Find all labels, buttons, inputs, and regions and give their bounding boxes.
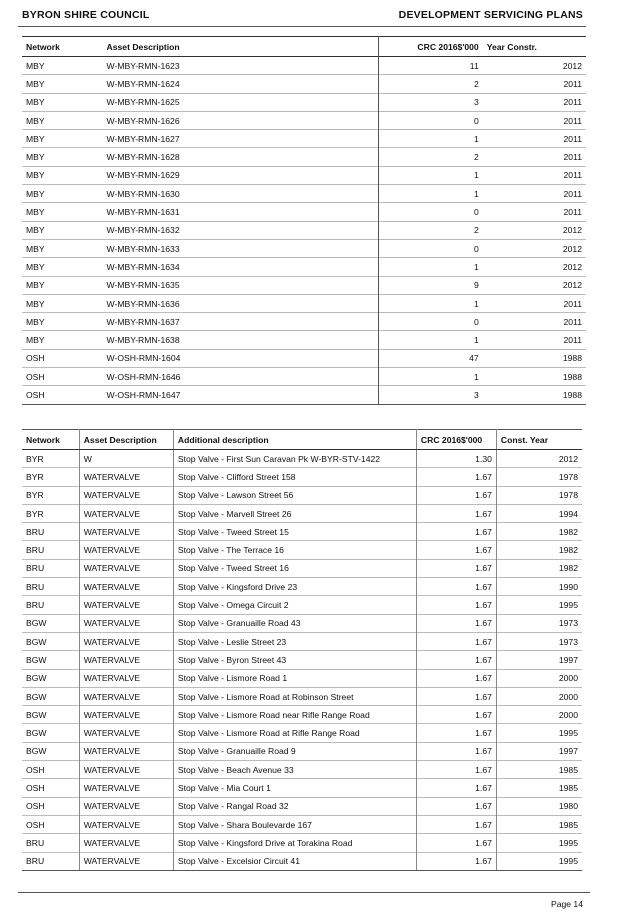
table-cell: MBY (22, 221, 103, 239)
table-cell: 1.67 (416, 578, 496, 596)
table-cell: 1995 (496, 834, 582, 852)
table-row (22, 221, 586, 239)
table-cell: W-OSH-RMN-1646 (103, 368, 379, 386)
table-cell: Stop Valve - The Terrace 16 (173, 541, 416, 559)
column-header-network: Network (22, 430, 79, 450)
table-cell: BRU (22, 541, 79, 559)
table-cell: WATERVALVE (79, 834, 173, 852)
table-cell: MBY (22, 93, 103, 111)
table-cell: BYR (22, 504, 79, 522)
table-cell: 3 (379, 93, 483, 111)
column-header-crc: CRC 2016$'000 (416, 430, 496, 450)
table-cell: 1995 (496, 724, 582, 742)
table-row (22, 761, 582, 779)
table-cell: 1.67 (416, 815, 496, 833)
table-row (22, 276, 586, 294)
table-cell: Stop Valve - Byron Street 43 (173, 651, 416, 669)
table-cell: 1.67 (416, 852, 496, 870)
table-cell: 0 (379, 313, 483, 331)
table-cell: 1997 (496, 742, 582, 760)
table-cell: W-OSH-RMN-1647 (103, 386, 379, 404)
table-cell: 2012 (496, 450, 582, 468)
table-cell: 9 (379, 276, 483, 294)
table-cell: 1980 (496, 797, 582, 815)
page-number: Page 14 (550, 899, 583, 909)
table-cell: 1.67 (416, 468, 496, 486)
table-row (22, 57, 586, 75)
table-cell: 1.67 (416, 834, 496, 852)
table-cell: 2000 (496, 669, 582, 687)
table-cell: 1.67 (416, 559, 496, 577)
table-cell: BRU (22, 852, 79, 870)
table-cell: 1 (379, 166, 483, 184)
table-header-row (22, 37, 586, 57)
table-cell: 1985 (496, 779, 582, 797)
table-cell: Stop Valve - Excelsior Circuit 41 (173, 852, 416, 870)
table-cell: BGW (22, 742, 79, 760)
table-cell: MBY (22, 57, 103, 75)
table-row (22, 504, 582, 522)
table-row (22, 559, 582, 577)
table-cell: Stop Valve - Lawson Street 56 (173, 486, 416, 504)
table-cell: W-MBY-RMN-1638 (103, 331, 379, 349)
table-row (22, 166, 586, 184)
table-cell: 1 (379, 368, 483, 386)
table-cell: 3 (379, 386, 483, 404)
table-cell: Stop Valve - Granuaille Road 9 (173, 742, 416, 760)
table-cell: 1982 (496, 541, 582, 559)
table-cell: MBY (22, 185, 103, 203)
table-cell: WATERVALVE (79, 614, 173, 632)
table-cell: 2012 (483, 239, 586, 257)
table-cell: BRU (22, 559, 79, 577)
table-row (22, 834, 582, 852)
table-cell: 1.67 (416, 486, 496, 504)
table-cell: W-MBY-RMN-1637 (103, 313, 379, 331)
water-main-asset-table (22, 36, 586, 405)
table-row (22, 239, 586, 257)
table-cell: WATERVALVE (79, 541, 173, 559)
table-cell: 2 (379, 221, 483, 239)
table-row (22, 130, 586, 148)
table-row (22, 669, 582, 687)
table-cell: Stop Valve - Kingsford Drive at Torakina Road (173, 834, 416, 852)
table-cell: MBY (22, 111, 103, 129)
table-cell: W-MBY-RMN-1634 (103, 258, 379, 276)
table-cell: MBY (22, 130, 103, 148)
table-cell: W-MBY-RMN-1628 (103, 148, 379, 166)
table-cell: 1.67 (416, 797, 496, 815)
table-cell: 1 (379, 294, 483, 312)
table-cell: 1994 (496, 504, 582, 522)
table-cell: WATERVALVE (79, 779, 173, 797)
table-cell: BYR (22, 486, 79, 504)
table-cell: WATERVALVE (79, 596, 173, 614)
table-cell: MBY (22, 75, 103, 93)
table-cell: BGW (22, 687, 79, 705)
table-cell: 47 (379, 349, 483, 367)
table-row (22, 349, 586, 367)
table-row (22, 706, 582, 724)
table-cell: 1.67 (416, 651, 496, 669)
table-cell: 1.67 (416, 504, 496, 522)
table-cell: WATERVALVE (79, 687, 173, 705)
table-cell: BGW (22, 706, 79, 724)
table-row (22, 313, 586, 331)
column-header-additional-description: Additional description (173, 430, 416, 450)
table-cell: 1.67 (416, 779, 496, 797)
table-cell: 1 (379, 331, 483, 349)
table-cell: 1978 (496, 468, 582, 486)
table-cell: 1973 (496, 632, 582, 650)
table-cell: BGW (22, 724, 79, 742)
table-cell: 11 (379, 57, 483, 75)
table-cell: MBY (22, 239, 103, 257)
table-cell: W-OSH-RMN-1604 (103, 349, 379, 367)
table-cell: BRU (22, 834, 79, 852)
table-cell: W-MBY-RMN-1632 (103, 221, 379, 239)
table-cell: WATERVALVE (79, 578, 173, 596)
table-row (22, 724, 582, 742)
table-cell: 1982 (496, 559, 582, 577)
table-cell: WATERVALVE (79, 852, 173, 870)
table-cell: 2 (379, 148, 483, 166)
table-cell: W-MBY-RMN-1633 (103, 239, 379, 257)
header-divider (18, 26, 586, 27)
table-cell: 2011 (483, 111, 586, 129)
table-cell: 1.67 (416, 761, 496, 779)
table-cell: WATERVALVE (79, 815, 173, 833)
table-cell: W-MBY-RMN-1636 (103, 294, 379, 312)
table-cell: W-MBY-RMN-1631 (103, 203, 379, 221)
table-cell: 1988 (483, 349, 586, 367)
table-cell: MBY (22, 313, 103, 331)
table-cell: WATERVALVE (79, 669, 173, 687)
table-cell: MBY (22, 148, 103, 166)
table-row (22, 632, 582, 650)
table-row (22, 386, 586, 404)
table-cell: BRU (22, 523, 79, 541)
table-cell: Stop Valve - Mia Court 1 (173, 779, 416, 797)
table-cell: 1982 (496, 523, 582, 541)
table-cell: OSH (22, 797, 79, 815)
table-cell: MBY (22, 258, 103, 276)
table-row (22, 368, 586, 386)
table-cell: 2011 (483, 166, 586, 184)
table-cell: 2011 (483, 148, 586, 166)
table-cell: 1.67 (416, 687, 496, 705)
table-row (22, 541, 582, 559)
table-cell: Stop Valve - Lismore Road 1 (173, 669, 416, 687)
column-header-asset-description: Asset Description (79, 430, 173, 450)
table-row (22, 294, 586, 312)
table-cell: W-MBY-RMN-1624 (103, 75, 379, 93)
table-cell: 0 (379, 111, 483, 129)
table-cell: BRU (22, 596, 79, 614)
table-cell: 2011 (483, 331, 586, 349)
table-cell: Stop Valve - Tweed Street 16 (173, 559, 416, 577)
table-cell: Stop Valve - Rangal Road 32 (173, 797, 416, 815)
table-cell: 1.67 (416, 596, 496, 614)
footer-divider (18, 892, 590, 893)
table-cell: BYR (22, 468, 79, 486)
table-row (22, 75, 586, 93)
table-row (22, 185, 586, 203)
table-cell: MBY (22, 166, 103, 184)
table-cell: W-MBY-RMN-1623 (103, 57, 379, 75)
table-cell: 1988 (483, 386, 586, 404)
table-cell: 1.67 (416, 669, 496, 687)
table-row (22, 331, 586, 349)
table-cell: WATERVALVE (79, 468, 173, 486)
table-cell: 2012 (483, 276, 586, 294)
table-cell: 0 (379, 203, 483, 221)
table-cell: Stop Valve - Clifford Street 158 (173, 468, 416, 486)
header-document-title: DEVELOPMENT SERVICING PLANS (398, 9, 583, 21)
table-cell: MBY (22, 203, 103, 221)
table-cell: Stop Valve - First Sun Caravan Pk W-BYR-STV-1422 (173, 450, 416, 468)
table-cell: BGW (22, 614, 79, 632)
table-cell: 1.67 (416, 632, 496, 650)
table-cell: 1.67 (416, 742, 496, 760)
table-cell: WATERVALVE (79, 706, 173, 724)
table-cell: 2012 (483, 221, 586, 239)
table-cell: Stop Valve - Granuaille Road 43 (173, 614, 416, 632)
table-row (22, 111, 586, 129)
table-cell: W (79, 450, 173, 468)
table-cell: OSH (22, 349, 103, 367)
table-cell: W-MBY-RMN-1635 (103, 276, 379, 294)
column-header-network: Network (22, 37, 103, 57)
table-cell: OSH (22, 368, 103, 386)
table-cell: 2011 (483, 93, 586, 111)
table-cell: WATERVALVE (79, 486, 173, 504)
table-cell: 0 (379, 239, 483, 257)
table-cell: 2011 (483, 75, 586, 93)
table-cell: 2000 (496, 687, 582, 705)
table-cell: 1978 (496, 486, 582, 504)
table-cell: W-MBY-RMN-1630 (103, 185, 379, 203)
column-header-asset-description: Asset Description (103, 37, 379, 57)
table-cell: WATERVALVE (79, 742, 173, 760)
table-cell: Stop Valve - Lismore Road at Rifle Range Road (173, 724, 416, 742)
table-cell: 2000 (496, 706, 582, 724)
table-cell: W-MBY-RMN-1625 (103, 93, 379, 111)
table-cell: WATERVALVE (79, 632, 173, 650)
table-cell: WATERVALVE (79, 761, 173, 779)
table-cell: Stop Valve - Leslie Street 23 (173, 632, 416, 650)
table-cell: 1985 (496, 815, 582, 833)
table-cell: 1.30 (416, 450, 496, 468)
table-cell: Stop Valve - Beach Avenue 33 (173, 761, 416, 779)
table-cell: 1997 (496, 651, 582, 669)
table-cell: 2011 (483, 203, 586, 221)
table-cell: OSH (22, 386, 103, 404)
table-cell: 1.67 (416, 706, 496, 724)
table-cell: BGW (22, 632, 79, 650)
table-cell: Stop Valve - Omega Circuit 2 (173, 596, 416, 614)
table-row (22, 258, 586, 276)
column-header-const-year: Const. Year (496, 430, 582, 450)
table-cell: 2 (379, 75, 483, 93)
table-cell: 2011 (483, 130, 586, 148)
table-row (22, 203, 586, 221)
table-cell: 1.67 (416, 541, 496, 559)
table-cell: 1.67 (416, 724, 496, 742)
table-row (22, 450, 582, 468)
table-cell: BRU (22, 578, 79, 596)
table-cell: Stop Valve - Lismore Road near Rifle Range Road (173, 706, 416, 724)
table-cell: WATERVALVE (79, 504, 173, 522)
table-cell: BYR (22, 450, 79, 468)
table-cell: BGW (22, 669, 79, 687)
table-cell: 1 (379, 185, 483, 203)
table-cell: 1985 (496, 761, 582, 779)
table-cell: 1995 (496, 852, 582, 870)
table-row (22, 815, 582, 833)
table-row (22, 779, 582, 797)
table-cell: 1 (379, 258, 483, 276)
table-cell: WATERVALVE (79, 523, 173, 541)
table-cell: 2012 (483, 57, 586, 75)
table-cell: W-MBY-RMN-1629 (103, 166, 379, 184)
table-row (22, 852, 582, 870)
table-row (22, 486, 582, 504)
table-cell: WATERVALVE (79, 559, 173, 577)
table-cell: BGW (22, 651, 79, 669)
table-row (22, 468, 582, 486)
table-row (22, 596, 582, 614)
table-cell: 2011 (483, 185, 586, 203)
column-header-year: Year Constr. (483, 37, 586, 57)
table-row (22, 687, 582, 705)
table-cell: 1 (379, 130, 483, 148)
table-row (22, 797, 582, 815)
table-cell: W-MBY-RMN-1626 (103, 111, 379, 129)
table-row (22, 148, 586, 166)
table-cell: OSH (22, 815, 79, 833)
table-row (22, 742, 582, 760)
table-cell: WATERVALVE (79, 797, 173, 815)
table-cell: 1988 (483, 368, 586, 386)
table-cell: MBY (22, 276, 103, 294)
table-cell: OSH (22, 779, 79, 797)
table-row (22, 93, 586, 111)
table-cell: 2011 (483, 313, 586, 331)
table-cell: W-MBY-RMN-1627 (103, 130, 379, 148)
table-cell: MBY (22, 331, 103, 349)
table-cell: Stop Valve - Lismore Road at Robinson Street (173, 687, 416, 705)
table-row (22, 523, 582, 541)
table-row (22, 614, 582, 632)
table-cell: 1.67 (416, 523, 496, 541)
table-cell: Stop Valve - Kingsford Drive 23 (173, 578, 416, 596)
table-cell: OSH (22, 761, 79, 779)
table-cell: 1973 (496, 614, 582, 632)
table-cell: WATERVALVE (79, 651, 173, 669)
table-cell: Stop Valve - Marvell Street 26 (173, 504, 416, 522)
table-cell: MBY (22, 294, 103, 312)
table-cell: 2012 (483, 258, 586, 276)
column-header-crc: CRC 2016$'000 (379, 37, 483, 57)
table-cell: 2011 (483, 294, 586, 312)
table-cell: Stop Valve - Shara Boulevarde 167 (173, 815, 416, 833)
table-cell: 1995 (496, 596, 582, 614)
water-valve-asset-table (22, 429, 582, 871)
table-cell: 1.67 (416, 614, 496, 632)
table-cell: 1990 (496, 578, 582, 596)
header-council-name: BYRON SHIRE COUNCIL (22, 9, 150, 21)
table-cell: WATERVALVE (79, 724, 173, 742)
table-row (22, 578, 582, 596)
table-cell: Stop Valve - Tweed Street 15 (173, 523, 416, 541)
table-row (22, 651, 582, 669)
table-header-row (22, 430, 582, 450)
